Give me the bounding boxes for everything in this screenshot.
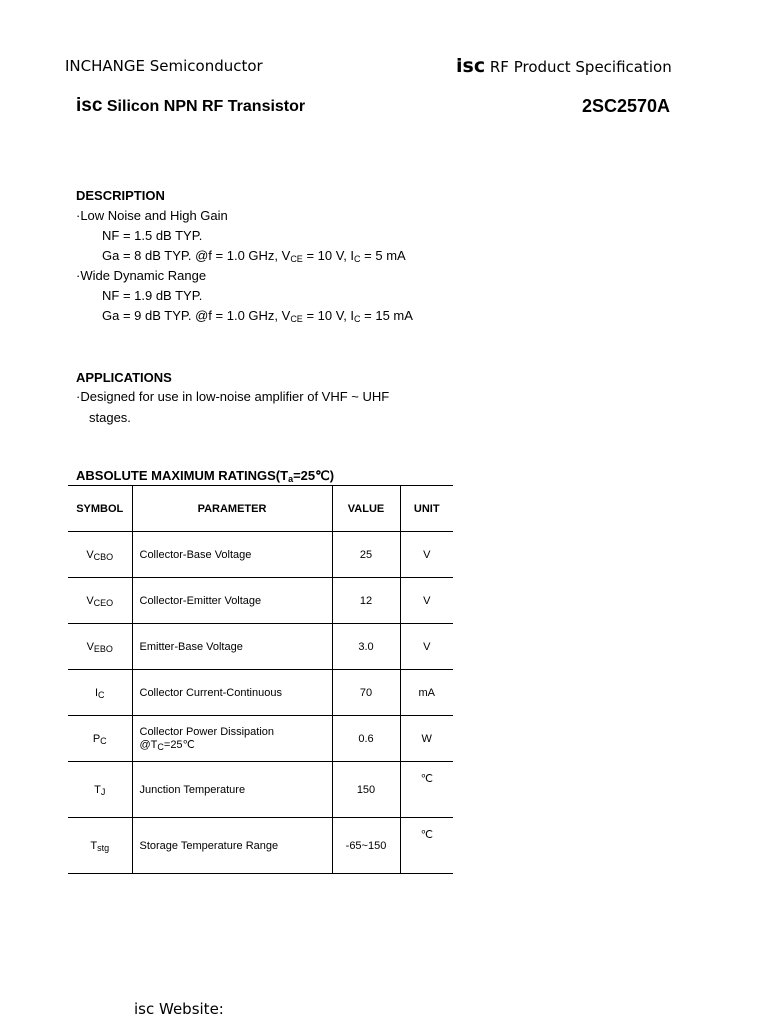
parameter-cell: Collector-Base Voltage — [132, 532, 332, 578]
unit-cell: W — [400, 716, 453, 762]
feature-spec: NF = 1.5 dB TYP. — [102, 228, 203, 243]
unit-cell: V — [400, 578, 453, 624]
ratings-table — [68, 485, 453, 874]
parameter-line: Collector Power Dissipation — [139, 726, 274, 738]
column-header-value: VALUE — [332, 486, 400, 532]
ratings-heading-text: =25℃) — [293, 468, 335, 483]
applications-text: stages. — [89, 410, 131, 425]
isc-brand-mark: isc — [76, 95, 103, 116]
column-header-symbol: SYMBOL — [68, 486, 132, 532]
table-row — [68, 578, 453, 624]
ratings-heading-subscript: a — [288, 474, 294, 484]
spec-subscript: C — [354, 254, 361, 264]
product-title — [76, 95, 305, 117]
column-header-unit: UNIT — [400, 486, 453, 532]
feature-spec: NF = 1.9 dB TYP. — [102, 288, 203, 303]
parameter-cell: Collector Current-Continuous — [132, 670, 332, 716]
parameter-cell: Emitter-Base Voltage — [132, 624, 332, 670]
table-row — [68, 670, 453, 716]
ratings-heading-text: ABSOLUTE MAXIMUM RATINGS(T — [76, 468, 289, 483]
spec-text: Ga = 8 dB TYP. @f = 1.0 GHz, V — [102, 248, 291, 263]
spec-header — [456, 55, 672, 77]
parameter-line: $@T_C=25℃$ — [139, 739, 195, 752]
description-heading: DESCRIPTION — [76, 188, 165, 203]
parameter-cell: Collector-Emitter Voltage — [132, 578, 332, 624]
spec-text: = 15 mA — [360, 308, 413, 323]
unit-cell: V — [400, 624, 453, 670]
spec-text: = 10 V, I — [302, 248, 355, 263]
spec-text: = 5 mA — [360, 248, 406, 263]
product-name: Silicon NPN RF Transistor — [106, 98, 306, 115]
spec-text: = 10 V, I — [302, 308, 355, 323]
parameter-cell: Storage Temperature Range — [132, 818, 332, 874]
parameter-cell — [132, 716, 332, 762]
spec-label: RF Product Specification — [489, 58, 672, 76]
table-row — [68, 532, 453, 578]
value-cell: 150 — [332, 762, 400, 818]
spec-subscript: CE — [290, 254, 303, 264]
unit-cell: mA — [400, 670, 453, 716]
value-cell: 70 — [332, 670, 400, 716]
part-number: 2SC2570A — [582, 96, 671, 116]
description-feature: ·Wide Dynamic Range — [76, 268, 207, 283]
unit-cell: ℃ — [400, 818, 453, 874]
ratings-heading — [76, 468, 334, 484]
value-cell: 12 — [332, 578, 400, 624]
symbol-cell: $T_{stg}$ — [68, 818, 132, 874]
spec-subscript: CE — [290, 314, 303, 324]
feature-spec — [102, 306, 413, 326]
applications-text: ·Designed for use in low-noise amplifier of VHF ~ UHF — [76, 389, 390, 404]
applications-heading: APPLICATIONS — [76, 370, 172, 385]
symbol-cell: $V_{CEO}$ — [68, 578, 132, 624]
parameter-cell: Junction Temperature — [132, 762, 332, 818]
website-label: isc Website: — [134, 1000, 224, 1018]
description-feature: ·Low Noise and High Gain — [76, 208, 228, 223]
unit-cell: ℃ — [400, 762, 453, 818]
unit-cell: V — [400, 532, 453, 578]
column-header-parameter: PARAMETER — [132, 486, 332, 532]
table-row — [68, 716, 453, 762]
table-row — [68, 624, 453, 670]
value-cell: 3.0 — [332, 624, 400, 670]
symbol-cell: $I_C$ — [68, 670, 132, 716]
table-row — [68, 762, 453, 818]
symbol-cell: $T_J$ — [68, 762, 132, 818]
symbol-cell: $P_C$ — [68, 716, 132, 762]
symbol-cell: $V_{CBO}$ — [68, 532, 132, 578]
feature-spec — [102, 246, 406, 266]
spec-subscript: C — [354, 314, 361, 324]
symbol-cell: $V_{EBO}$ — [68, 624, 132, 670]
company-name: INCHANGE Semiconductor — [65, 57, 263, 75]
value-cell: 0.6 — [332, 716, 400, 762]
isc-brand-mark: isc — [456, 55, 486, 77]
value-cell: 25 — [332, 532, 400, 578]
table-header-row — [68, 486, 453, 532]
table-row — [68, 818, 453, 874]
value-cell: -65~150 — [332, 818, 400, 874]
spec-text: Ga = 9 dB TYP. @f = 1.0 GHz, V — [102, 308, 291, 323]
